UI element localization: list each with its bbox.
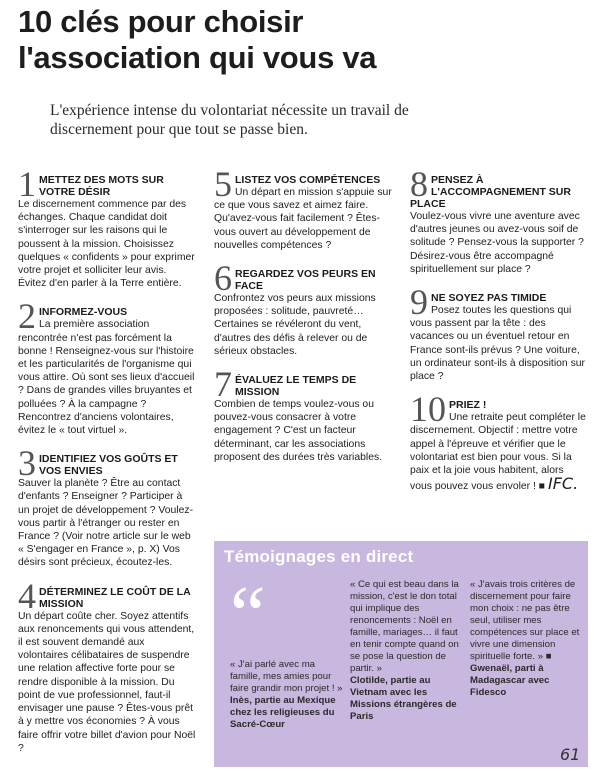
item-body: Voulez-vous vivre une aventure avec d'autres jeunes ou avez-vous soif de solitude ? Pensez-vous la supporter ? Désirez-vous être accompagné spirituellement sur place ? [410,211,584,275]
item-heading: DÉTERMINEZ LE COÛT DE LA MISSION [39,585,191,610]
item-number: 4 [18,575,36,616]
item-body: Un départ coûte cher. Soyez attentifs aux renoncements qui vous attendent, il est souvent demandé aux volontaires célibataires de suspendre une relation affective forte pour se rendre disponible à la mission. Du point de vue professionnel, faut-il envisager une pause ? Êtes-vous prêt à y mettre vos économies ? À vous faire offrir votre billet d'avion pour Noël ? [18,610,196,754]
handwritten-signature: IFC. [547,474,579,494]
item-body: Le discernement commence par des échanges. Chaque candidat doit s'interroger sur les raisons qui le poussent à la mission. Choisissez quelques « confidents » pour exprimer votre projet et solliciter leur avis. Évitez d'en parler à la Terre entière. [18,199,195,290]
item-number: 2 [18,296,36,337]
page-number: 61 [560,745,581,764]
item-heading: LISTEZ VOS COMPÉTENCES [235,174,381,186]
title-line-1: 10 clés pour choisir [18,4,304,39]
item-body-text: Une retraite peut compléter le discernement. Objectif : mettre votre appel à l'épreuve et vérifier que le volontariat est bien pour vous. Si la paix et la joie vous habitent, alors vous pouvez vous envoler ! ■ [410,412,586,493]
key-item-3 [18,443,196,569]
quote-mark-icon: “ [230,571,266,659]
testimonial-author: Gwenaël, parti à Madagascar avec Fidesco [470,663,550,698]
item-heading: ÉVALUEZ LE TEMPS DE MISSION [235,374,357,399]
item-body: Confrontez vos peurs aux missions proposées : solitude, pauvreté… Certaines se révéleront du vent, d'autres des défis à relever ou de sérieux obstacles. [214,293,376,357]
testimonial-author: Inès, partie au Mexique chez les religieuses du Sacré-Cœur [230,695,336,730]
item-number: 1 [18,164,36,204]
column-3 [410,164,588,503]
item-heading: INFORMEZ-VOUS [39,306,128,319]
item-number: 6 [214,258,232,299]
key-item-2 [18,296,196,437]
key-item-10 [410,389,588,494]
item-body: Posez toutes les questions qui vous passent par la tête : des vacances ou un éventuel retour en France sont-ils prévus ? Une voiture, un ordinateur sont-ils à disposition sur place ? [410,305,586,383]
item-heading: NE SOYEZ PAS TIMIDE [431,292,547,305]
item-body: La première association rencontrée n'est pas forcément la bonne ! Renseignez-vous sur l'histoire et les particularités de l'organisme qui vous attire. Où sont ses lieux d'accueil ? Dans de grandes villes bruyantes et polluées ? À la campagne ? Rencontrez d'anciens volontaires, évitez le « tout virtuel ». [18,319,195,437]
item-heading: PENSEZ À L'ACCOMPAGNEMENT SUR PLACE [410,174,571,210]
testimonials-title: Témoignages en direct [224,547,414,566]
testimonial-2 [350,579,468,723]
article-lede: L'expérience intense du volontariat nécessite un travail de discernement pour que tout se passe bien. [50,102,409,138]
testimonial-text: « J'ai parlé avec ma famille, mes amies pour faire grandir mon projet ! » [230,659,343,694]
testimonial-author: Clotilde, partie au Vietnam avec les Missions étrangères de Paris [350,675,457,722]
item-heading: PRIEZ ! [449,399,487,412]
item-number: 9 [410,282,428,323]
item-body: Sauver la planète ? Être au contact d'enfants ? Enseigner ? Participer à un projet de développement ? Voulez-vous partir à l'étranger ou rester en France ? (Voir notre article sur le web « S'engager en France », p. X) Vos désirs sont précieux, écoutez-les. [18,478,194,569]
key-item-6 [214,258,392,358]
item-body: Combien de temps voulez-vous ou pouvez-vous consacrer à votre engagement ? C'est un facteur déterminant, car les associations proposent des durées très variables. [214,399,383,463]
column-2 [214,164,392,474]
testimonial-text: « Ce qui est beau dans la mission, c'est le don total qui implique des renoncements : Noël en famille, mariages… il faut en tenir compte quand on se pose la question de partir. » [350,579,459,674]
item-body [410,411,588,493]
article-title [18,4,538,76]
item-number: 3 [18,443,36,484]
item-heading: REGARDEZ VOS PEURS EN FACE [235,268,376,293]
key-item-4 [18,575,196,755]
key-item-9 [410,282,588,383]
testimonial-text: « J'avais trois critères de discernement pour faire mon choix : ne pas être seul, utiliser mes compétences sur place et vivre une dimension spirituelle forte. » ■ [470,579,580,662]
title-line-2: l'association qui vous va [18,40,377,75]
item-number: 10 [410,389,446,430]
key-item-8 [410,164,588,276]
item-number: 8 [410,164,428,204]
key-item-5 [214,164,392,252]
column-1 [18,164,196,765]
key-item-1 [18,164,196,290]
item-heading: IDENTIFIEZ VOS GOÛTS ET VOS ENVIES [39,453,178,478]
testimonial-3 [470,579,582,699]
item-heading: METTEZ DES MOTS SUR VOTRE DÉSIR [39,174,164,198]
testimonials-box [214,541,588,767]
item-body: Un départ en mission s'appuie sur ce que vous savez et aimez faire. Qu'avez-vous fait facilement ? Êtes-vous ouvert au développement de nouvelles compétences ? [214,187,392,251]
testimonial-1 [230,659,348,731]
item-number: 5 [214,164,232,204]
item-number: 7 [214,364,232,405]
key-item-7 [214,364,392,464]
